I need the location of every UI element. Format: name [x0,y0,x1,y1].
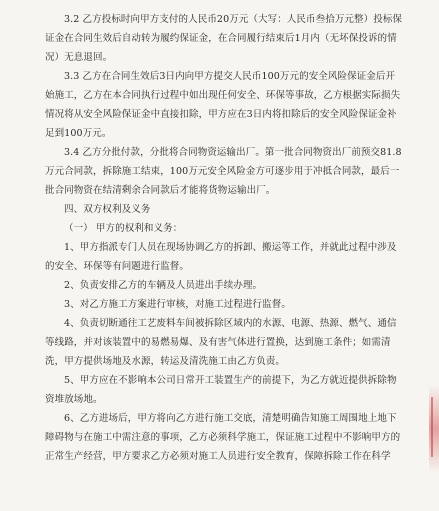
clause-3: 3、对乙方施工方案进行审核，对施工过程进行监督。 [64,299,291,310]
clause-5: 5、甲方应在不影响本公司日常开工装置生产的前提下，为乙方就近提供拆除物资堆放场地。 [45,375,397,405]
clause-2: 2、负责安排乙方的车辆及人员进出手续办理。 [64,280,263,291]
subsection-heading-party-a: （一） 甲方的权利和义务： [64,223,183,234]
document-body [45,10,403,466]
page-edge-seal-mark [429,385,439,473]
section-heading-rights-obligations: 四、双方权利及义务 [64,204,151,215]
paragraph-3-4: 3.4 乙方分批付款，分批将合同物资运输出厂。第一批合同物资出厂前预交81.8万元合同款，拆除施工结束，100万元安全风险金方可逐步用于冲抵合同款，最后一批合同物资在结清剩余合同款后才能将货物运输出厂。 [45,147,402,196]
paragraph-3-3: 3.3 乙方在合同生效后3日内向甲方提交人民币100万元的安全风险保证金后开始施工，乙方在本合同执行过程中如出现任何安全、环保等事故，乙方根据实际损失情况将从安全风险保证金中直接扣除，甲方应在3日内将扣除后的安全风险保证金补足到100万元。 [45,71,401,139]
clause-6: 6、乙方进场后，甲方将向乙方进行施工交底，清楚明确告知施工周围地上地下障碍物与在施工中需注意的事项，乙方必须科学施工，保证施工过程中不影响甲方的正常生产经营，甲方要求乙方必须对施工人员进行安全教育，保障拆除工作在科学 [45,413,401,462]
clause-4: 4、负责切断通往工艺废料车间被拆除区域内的水源、电源、热源、燃气、通信等线路，并对该装置中的易燃易爆、及有害气体进行置换，达到施工条件；如需清洗，甲方提供场地及水源，转运及清洗施工由乙方负责。 [45,318,397,367]
clause-1: 1、甲方指派专门人员在现场协调乙方的拆卸、搬运等工作，并就此过程中涉及的安全、环保等有问题进行监督。 [45,242,397,272]
paragraph-3-2: 3.2 乙方投标时向甲方支付的人民币20万元（大写：人民币叁拾万元整）投标保证金在合同生效后自动转为履约保证金，在合同履行结束后1月内（无坏保投诉的情况）无息退回。 [45,14,403,63]
